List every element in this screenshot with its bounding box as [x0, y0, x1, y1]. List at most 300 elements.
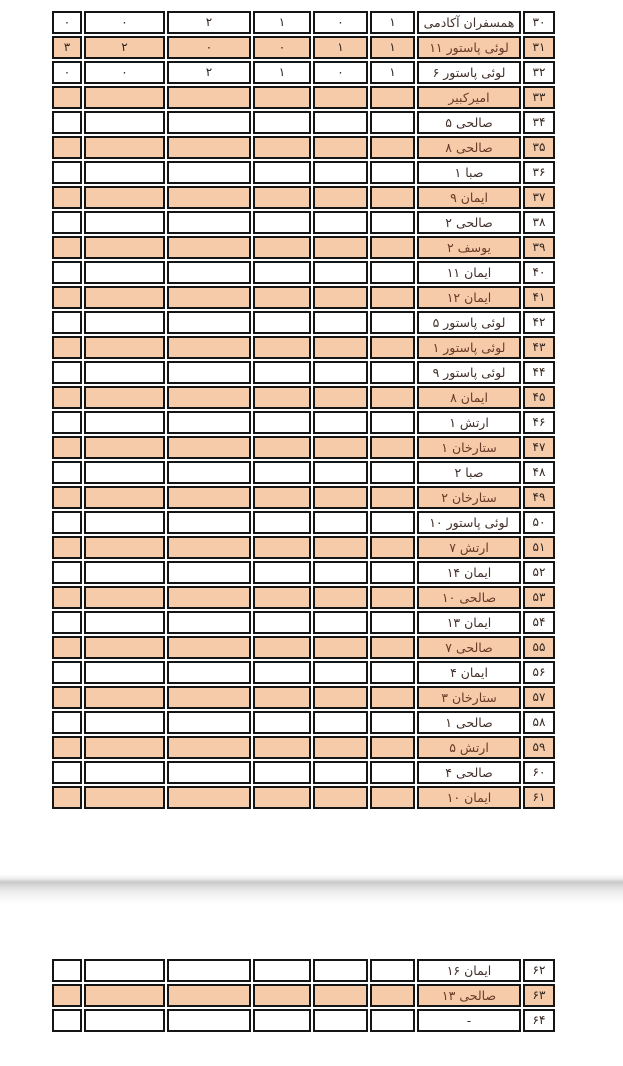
value-cell [167, 711, 251, 734]
row-number-cell: ۵۰ [523, 511, 555, 534]
value-cell: ۱ [370, 36, 415, 59]
value-cell [52, 536, 82, 559]
group-name-cell: لوئی پاستور ۱۱ [417, 36, 521, 59]
value-cell [253, 386, 311, 409]
value-cell [370, 161, 415, 184]
page-stitch-separator [0, 874, 623, 904]
group-name-cell: یوسف ۲ [417, 236, 521, 259]
value-cell [84, 586, 165, 609]
value-cell [167, 236, 251, 259]
table-row [52, 111, 555, 134]
value-cell [84, 511, 165, 534]
value-cell [370, 761, 415, 784]
value-cell [313, 686, 368, 709]
value-cell [370, 711, 415, 734]
value-cell [52, 736, 82, 759]
value-cell: ۰ [84, 61, 165, 84]
value-cell [167, 586, 251, 609]
value-cell: ۱ [253, 11, 311, 34]
group-name-cell: صالحی ۲ [417, 211, 521, 234]
value-cell [253, 636, 311, 659]
table-row [52, 311, 555, 334]
value-cell [313, 486, 368, 509]
value-cell [253, 111, 311, 134]
value-cell [313, 86, 368, 109]
table-row [52, 536, 555, 559]
row-number-cell: ۳۶ [523, 161, 555, 184]
value-cell [313, 536, 368, 559]
row-number-cell: ۳۲ [523, 61, 555, 84]
value-cell [313, 211, 368, 234]
value-cell [167, 311, 251, 334]
value-cell [370, 461, 415, 484]
row-number-cell: ۵۸ [523, 711, 555, 734]
value-cell [313, 286, 368, 309]
value-cell [167, 959, 251, 982]
value-cell: ۰ [313, 11, 368, 34]
value-cell [52, 984, 82, 1007]
table-row [52, 1009, 555, 1032]
value-cell [313, 711, 368, 734]
group-name-cell: ارتش ۱ [417, 411, 521, 434]
group-name-cell: ایمان ۹ [417, 186, 521, 209]
row-number-cell: ۴۷ [523, 436, 555, 459]
value-cell [84, 959, 165, 982]
group-name-cell: لوئی پاستور ۵ [417, 311, 521, 334]
table-row [52, 461, 555, 484]
value-cell [84, 336, 165, 359]
table-row [52, 261, 555, 284]
value-cell [167, 211, 251, 234]
value-cell [167, 686, 251, 709]
value-cell [370, 186, 415, 209]
value-cell [52, 436, 82, 459]
value-cell [370, 561, 415, 584]
value-cell [370, 86, 415, 109]
group-name-cell: صالحی ۷ [417, 636, 521, 659]
row-number-cell: ۴۱ [523, 286, 555, 309]
value-cell [313, 511, 368, 534]
row-number-cell: ۵۴ [523, 611, 555, 634]
value-cell [253, 486, 311, 509]
value-cell [253, 561, 311, 584]
value-cell [370, 486, 415, 509]
value-cell [84, 111, 165, 134]
value-cell [167, 1009, 251, 1032]
row-number-cell: ۳۳ [523, 86, 555, 109]
value-cell [370, 959, 415, 982]
value-cell [52, 136, 82, 159]
value-cell [253, 761, 311, 784]
group-name-cell: ایمان ۸ [417, 386, 521, 409]
value-cell [253, 86, 311, 109]
value-cell [313, 661, 368, 684]
table-row [52, 136, 555, 159]
row-number-cell: ۵۷ [523, 686, 555, 709]
table-row [52, 411, 555, 434]
value-cell [52, 336, 82, 359]
value-cell [84, 661, 165, 684]
value-cell [52, 561, 82, 584]
value-cell [52, 236, 82, 259]
row-number-cell: ۳۴ [523, 111, 555, 134]
value-cell [370, 736, 415, 759]
table-row [52, 959, 555, 982]
table-row [52, 711, 555, 734]
value-cell [167, 561, 251, 584]
value-cell [52, 261, 82, 284]
row-number-cell: ۳۹ [523, 236, 555, 259]
value-cell [52, 311, 82, 334]
value-cell [370, 611, 415, 634]
value-cell [370, 586, 415, 609]
value-cell [253, 661, 311, 684]
table-main-body [52, 11, 555, 809]
group-name-cell: ارتش ۷ [417, 536, 521, 559]
value-cell [84, 236, 165, 259]
value-cell: ۱ [313, 36, 368, 59]
group-name-cell: صالحی ۵ [417, 111, 521, 134]
table-row [52, 611, 555, 634]
value-cell [167, 486, 251, 509]
value-cell [313, 786, 368, 809]
value-cell [370, 361, 415, 384]
value-cell [52, 386, 82, 409]
value-cell [84, 361, 165, 384]
value-cell [52, 211, 82, 234]
value-cell [253, 336, 311, 359]
value-cell [52, 511, 82, 534]
row-number-cell: ۳۱ [523, 36, 555, 59]
value-cell [253, 161, 311, 184]
row-number-cell: ۳۸ [523, 211, 555, 234]
value-cell [167, 636, 251, 659]
row-number-cell: ۴۶ [523, 411, 555, 434]
value-cell [84, 486, 165, 509]
value-cell [253, 536, 311, 559]
value-cell [52, 761, 82, 784]
group-name-cell: امیرکبیر [417, 86, 521, 109]
value-cell [167, 984, 251, 1007]
value-cell [253, 511, 311, 534]
value-cell: ۰ [52, 61, 82, 84]
value-cell [253, 236, 311, 259]
value-cell [313, 161, 368, 184]
value-cell [84, 461, 165, 484]
value-cell [253, 1009, 311, 1032]
group-name-cell: ایمان ۱۰ [417, 786, 521, 809]
value-cell [313, 611, 368, 634]
value-cell [313, 1009, 368, 1032]
row-number-cell: ۵۲ [523, 561, 555, 584]
table-row [52, 661, 555, 684]
value-cell [84, 186, 165, 209]
table-row [52, 586, 555, 609]
value-cell [370, 536, 415, 559]
value-cell [253, 261, 311, 284]
value-cell [253, 436, 311, 459]
value-cell [167, 436, 251, 459]
group-name-cell: ستارخان ۱ [417, 436, 521, 459]
group-name-cell: - [417, 1009, 521, 1032]
value-cell [52, 636, 82, 659]
table-row [52, 386, 555, 409]
value-cell [253, 311, 311, 334]
value-cell [52, 686, 82, 709]
value-cell [253, 611, 311, 634]
value-cell [370, 111, 415, 134]
value-cell [370, 661, 415, 684]
value-cell [84, 311, 165, 334]
value-cell [167, 336, 251, 359]
table-row [52, 11, 555, 34]
value-cell [370, 236, 415, 259]
value-cell [84, 86, 165, 109]
table-row [52, 561, 555, 584]
row-number-cell: ۴۹ [523, 486, 555, 509]
row-number-cell: ۴۸ [523, 461, 555, 484]
value-cell [313, 386, 368, 409]
value-cell [84, 136, 165, 159]
group-name-cell: ستارخان ۳ [417, 686, 521, 709]
table-row [52, 761, 555, 784]
value-cell [167, 86, 251, 109]
table-row [52, 336, 555, 359]
value-cell [253, 136, 311, 159]
value-cell [253, 411, 311, 434]
group-name-cell: صالحی ۴ [417, 761, 521, 784]
value-cell [84, 761, 165, 784]
value-cell: ۰ [167, 36, 251, 59]
value-cell [313, 461, 368, 484]
value-cell [52, 711, 82, 734]
row-number-cell: ۶۳ [523, 984, 555, 1007]
value-cell [167, 286, 251, 309]
table-row [52, 286, 555, 309]
row-number-cell: ۶۱ [523, 786, 555, 809]
value-cell [313, 261, 368, 284]
value-cell [313, 411, 368, 434]
group-name-cell: لوئی پاستور ۶ [417, 61, 521, 84]
value-cell [370, 336, 415, 359]
value-cell [52, 586, 82, 609]
value-cell [84, 536, 165, 559]
group-name-cell: ایمان ۱۲ [417, 286, 521, 309]
value-cell [313, 111, 368, 134]
value-cell [84, 436, 165, 459]
value-cell [167, 186, 251, 209]
value-cell [52, 786, 82, 809]
row-number-cell: ۳۰ [523, 11, 555, 34]
value-cell: ۰ [52, 11, 82, 34]
table-row [52, 736, 555, 759]
value-cell [370, 636, 415, 659]
value-cell [253, 786, 311, 809]
group-name-cell: صالحی ۱ [417, 711, 521, 734]
value-cell [253, 361, 311, 384]
group-name-cell: ستارخان ۲ [417, 486, 521, 509]
row-number-cell: ۴۵ [523, 386, 555, 409]
group-name-cell: ایمان ۱۳ [417, 611, 521, 634]
value-cell [370, 786, 415, 809]
value-cell [313, 586, 368, 609]
row-number-cell: ۴۲ [523, 311, 555, 334]
value-cell: ۱ [370, 11, 415, 34]
value-cell [370, 411, 415, 434]
value-cell [167, 386, 251, 409]
table-row [52, 636, 555, 659]
value-cell [370, 686, 415, 709]
value-cell [167, 661, 251, 684]
value-cell [253, 586, 311, 609]
value-cell [84, 286, 165, 309]
value-cell [52, 661, 82, 684]
value-cell [52, 959, 82, 982]
value-cell [167, 736, 251, 759]
table-row [52, 686, 555, 709]
table-row [52, 161, 555, 184]
row-number-cell: ۵۹ [523, 736, 555, 759]
value-cell [52, 611, 82, 634]
value-cell [84, 736, 165, 759]
value-cell [313, 561, 368, 584]
value-cell [167, 536, 251, 559]
value-cell [313, 361, 368, 384]
table-row [52, 436, 555, 459]
value-cell [313, 136, 368, 159]
value-cell [52, 361, 82, 384]
group-name-cell: ایمان ۴ [417, 661, 521, 684]
value-cell [84, 711, 165, 734]
value-cell [167, 361, 251, 384]
table-row [52, 361, 555, 384]
value-cell [313, 436, 368, 459]
value-cell [253, 686, 311, 709]
value-cell [52, 286, 82, 309]
value-cell [313, 311, 368, 334]
row-number-cell: ۵۵ [523, 636, 555, 659]
value-cell [84, 984, 165, 1007]
value-cell [370, 136, 415, 159]
group-name-cell: همسفران آکادمی [417, 11, 521, 34]
value-cell [52, 411, 82, 434]
value-cell [84, 1009, 165, 1032]
table-row [52, 186, 555, 209]
table-row [52, 211, 555, 234]
row-number-cell: ۳۵ [523, 136, 555, 159]
value-cell [84, 161, 165, 184]
value-cell: ۱ [370, 61, 415, 84]
row-number-cell: ۴۳ [523, 336, 555, 359]
row-number-cell: ۴۴ [523, 361, 555, 384]
value-cell [313, 636, 368, 659]
value-cell [167, 411, 251, 434]
table-row [52, 984, 555, 1007]
group-name-cell: صالحی ۱۳ [417, 984, 521, 1007]
table-row [52, 486, 555, 509]
value-cell [253, 959, 311, 982]
value-cell: ۱ [253, 61, 311, 84]
value-cell [370, 261, 415, 284]
value-cell [167, 161, 251, 184]
row-number-cell: ۶۰ [523, 761, 555, 784]
value-cell [167, 261, 251, 284]
value-cell [370, 984, 415, 1007]
value-cell [370, 1009, 415, 1032]
value-cell [370, 436, 415, 459]
value-cell [84, 561, 165, 584]
value-cell [253, 461, 311, 484]
group-name-cell: ارتش ۵ [417, 736, 521, 759]
value-cell [167, 111, 251, 134]
value-cell [253, 736, 311, 759]
value-cell [167, 786, 251, 809]
value-cell [52, 461, 82, 484]
value-cell [84, 261, 165, 284]
group-name-cell: لوئی پاستور ۱۰ [417, 511, 521, 534]
value-cell [84, 411, 165, 434]
value-cell [313, 236, 368, 259]
value-cell [313, 736, 368, 759]
table-row [52, 61, 555, 84]
attendance-table-main [50, 9, 557, 811]
group-name-cell: صالحی ۸ [417, 136, 521, 159]
value-cell [253, 286, 311, 309]
group-name-cell: ایمان ۱۶ [417, 959, 521, 982]
group-name-cell: صبا ۱ [417, 161, 521, 184]
group-name-cell: لوئی پاستور ۱ [417, 336, 521, 359]
attendance-table-continued [50, 957, 557, 1034]
value-cell [370, 286, 415, 309]
row-number-cell: ۳۷ [523, 186, 555, 209]
value-cell [313, 984, 368, 1007]
table-row [52, 786, 555, 809]
value-cell [84, 686, 165, 709]
row-number-cell: ۵۶ [523, 661, 555, 684]
value-cell [313, 336, 368, 359]
group-name-cell: ایمان ۱۴ [417, 561, 521, 584]
value-cell [167, 461, 251, 484]
value-cell [313, 959, 368, 982]
row-number-cell: ۵۳ [523, 586, 555, 609]
value-cell: ۰ [313, 61, 368, 84]
value-cell [84, 611, 165, 634]
value-cell [52, 161, 82, 184]
row-number-cell: ۵۱ [523, 536, 555, 559]
value-cell [167, 511, 251, 534]
row-number-cell: ۶۴ [523, 1009, 555, 1032]
value-cell: ۲ [167, 11, 251, 34]
table-continued-body [52, 959, 555, 1032]
value-cell [370, 311, 415, 334]
value-cell [167, 136, 251, 159]
table-row [52, 86, 555, 109]
row-number-cell: ۶۲ [523, 959, 555, 982]
table-row [52, 236, 555, 259]
value-cell: ۰ [253, 36, 311, 59]
value-cell [253, 984, 311, 1007]
value-cell [84, 636, 165, 659]
group-name-cell: ایمان ۱۱ [417, 261, 521, 284]
value-cell: ۲ [167, 61, 251, 84]
group-name-cell: لوئی پاستور ۹ [417, 361, 521, 384]
value-cell [370, 211, 415, 234]
value-cell [84, 386, 165, 409]
value-cell [52, 486, 82, 509]
value-cell [167, 611, 251, 634]
value-cell [52, 86, 82, 109]
group-name-cell: صالحی ۱۰ [417, 586, 521, 609]
